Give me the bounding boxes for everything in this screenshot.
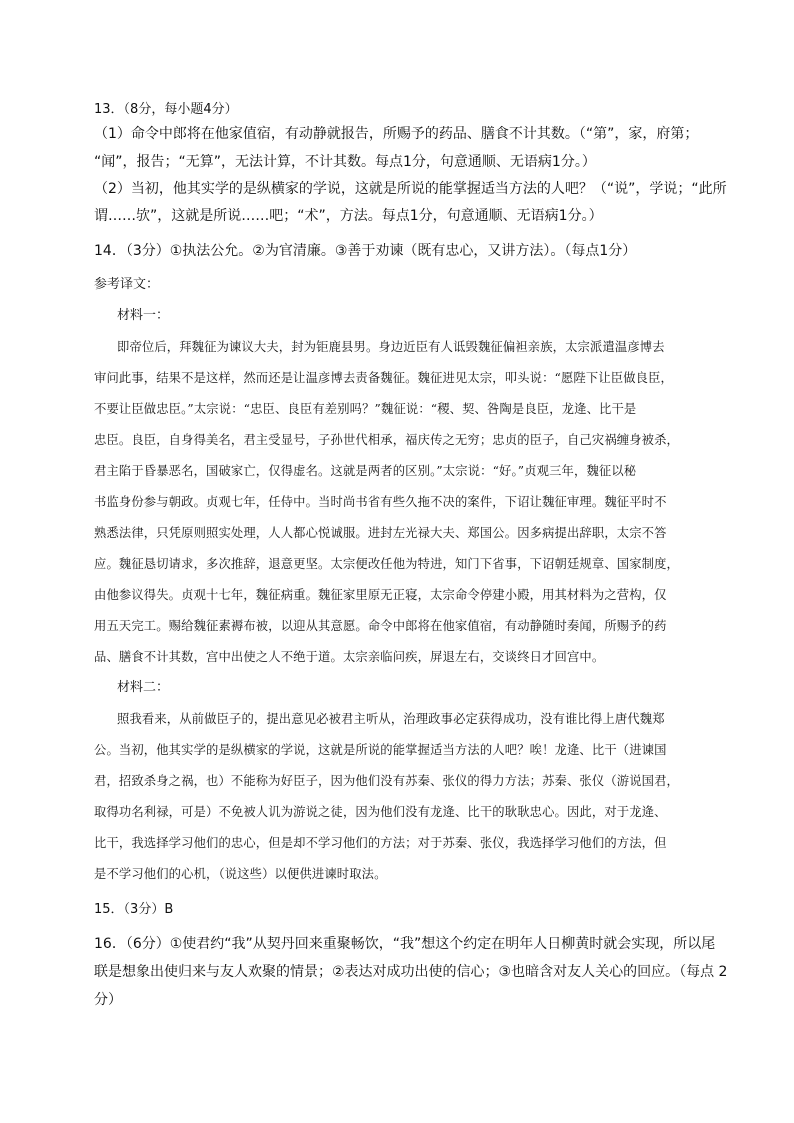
material2-title: 材料二： [117, 680, 170, 695]
material2-line: 是不学习他们的心机，（说这些）以便供进谏时取法。 [94, 867, 387, 881]
material1-line: 品、膳食不计其数，宫中出使之人不绝于道。太宗亲临问疾，屏退左右，交谈终日才回宫中。 [94, 650, 605, 664]
material2-line: 公。当初，他其实学的是纵横家的学说，这就是所说的能掌握适当方法的人吧？唉！龙逄、比干（进谏国 [94, 743, 667, 757]
material1-line: 应。魏征恳切请求，多次推辞，退意更坚。太宗便改任他为特进，知门下省事，下诏朝廷规章、国家制度， [94, 557, 680, 571]
material1-title: 材料一： [117, 308, 170, 323]
q16-line1: 16．（6分）①使君约“我”从契丹回来重聚畅饮，“我”想这个约定在明年人日柳黄时就会实现，所以尾 [94, 936, 716, 952]
material2-line: 比干，我选择学习他们的忠心，但是却不学习他们的方法；对于苏秦、张仪，我选择学习他们的方法，但 [94, 836, 667, 850]
material1-line: 审问此事，结果不是这样，然而还是让温彦博去责备魏征。魏征进见太宗，叩头说：“愿陛下让臣做良臣， [94, 371, 673, 385]
material2-line: 照我看来，从前做臣子的，提出意见必被君主听从，治理政事必定获得成功，没有谁比得上唐代魏郑 [117, 712, 665, 726]
material2-line: 取得功名利禄，可是）不免被人讥为游说之徒，因为他们没有龙逄、比干的耿耿忠心。因此，对于龙逄、 [94, 805, 667, 819]
q13-part2-line1: （2）当初，他其实学的是纵横家的学说，这就是所说的能掌握适当方法的人吧？（“说”，学说；“此所 [94, 181, 727, 197]
material1-line: 忠臣。良臣，自身得美名，君主受显号，子孙世代相承，福庆传之无穷；忠贞的臣子，自己灾祸缠身被杀， [94, 433, 680, 447]
q13-part1-line2: “闻”，报告；“无算”，无法计算，不计其数。每点1分，句意通顺、无语病1分。） [94, 154, 596, 170]
reference-translation-label: 参考译文： [94, 277, 160, 292]
q13-part2-line2: 谓……欤”，这就是所说……吧；“术”，方法。每点1分，句意通顺、无语病1分。） [94, 208, 603, 224]
material1-line: 用五天完工。赐给魏征素褥布被，以迎从其意愿。命令中郎将在他家值宿，有动静随时奏闻，所赐予的药 [94, 619, 667, 633]
material1-line: 熟悉法律，只凭原则照实处理，人人都心悦诚服。进封左光禄大夫、郑国公。因多病提出辞职，太宗不答 [94, 526, 667, 540]
q13-part1-line1: （1）命令中郎将在他家值宿，有动静就报告，所赐予的药品、膳食不计其数。（“第”，家，府第； [94, 126, 699, 142]
q13-header: 13．（8分，每小题4分） [94, 102, 238, 117]
q15-answer: 15．（3分）B [94, 902, 174, 917]
material1-line: 不要让臣做忠臣。”太宗说：“忠臣、良臣有差别吗？”魏征说：“稷、契、咎陶是良臣，龙逄、比干是 [94, 402, 637, 416]
material1-line: 书监身份参与朝政。贞观七年，任侍中。当时尚书省有些久拖不决的案件，下诏让魏征审理。魏征平时不 [94, 495, 667, 509]
material2-line: 君，招致杀身之祸，也）不能称为好臣子，因为他们没有苏秦、张仪的得力方法；苏秦、张仪（游说国君， [94, 774, 680, 788]
q16-line2: 联是想象出使归来与友人欢聚的情景；②表达对成功出使的信心；③也暗含对友人关心的回应。（每点 2 [94, 964, 728, 980]
material1-line: 君主陷于昏暴恶名，国破家亡，仅得虚名。这就是两者的区别。”太宗说：“好。”贞观三年，魏征以秘 [94, 464, 637, 478]
q16-line3: 分） [94, 992, 122, 1008]
material1-line: 由他参议得失。贞观十七年，魏征病重。魏征家里原无正寝，太宗命令停建小殿，用其材料为之营构，仅 [94, 588, 667, 602]
q14-answer: 14．（3分）①执法公允。②为官清廉。③善于劝谏（既有忠心，又讲方法）。（每点1分） [94, 243, 637, 259]
material1-line: 即帝位后，拜魏征为谏议大夫，封为钜鹿县男。身边近臣有人诋毁魏征偏袒亲族，太宗派遣温彦博去 [117, 340, 665, 354]
